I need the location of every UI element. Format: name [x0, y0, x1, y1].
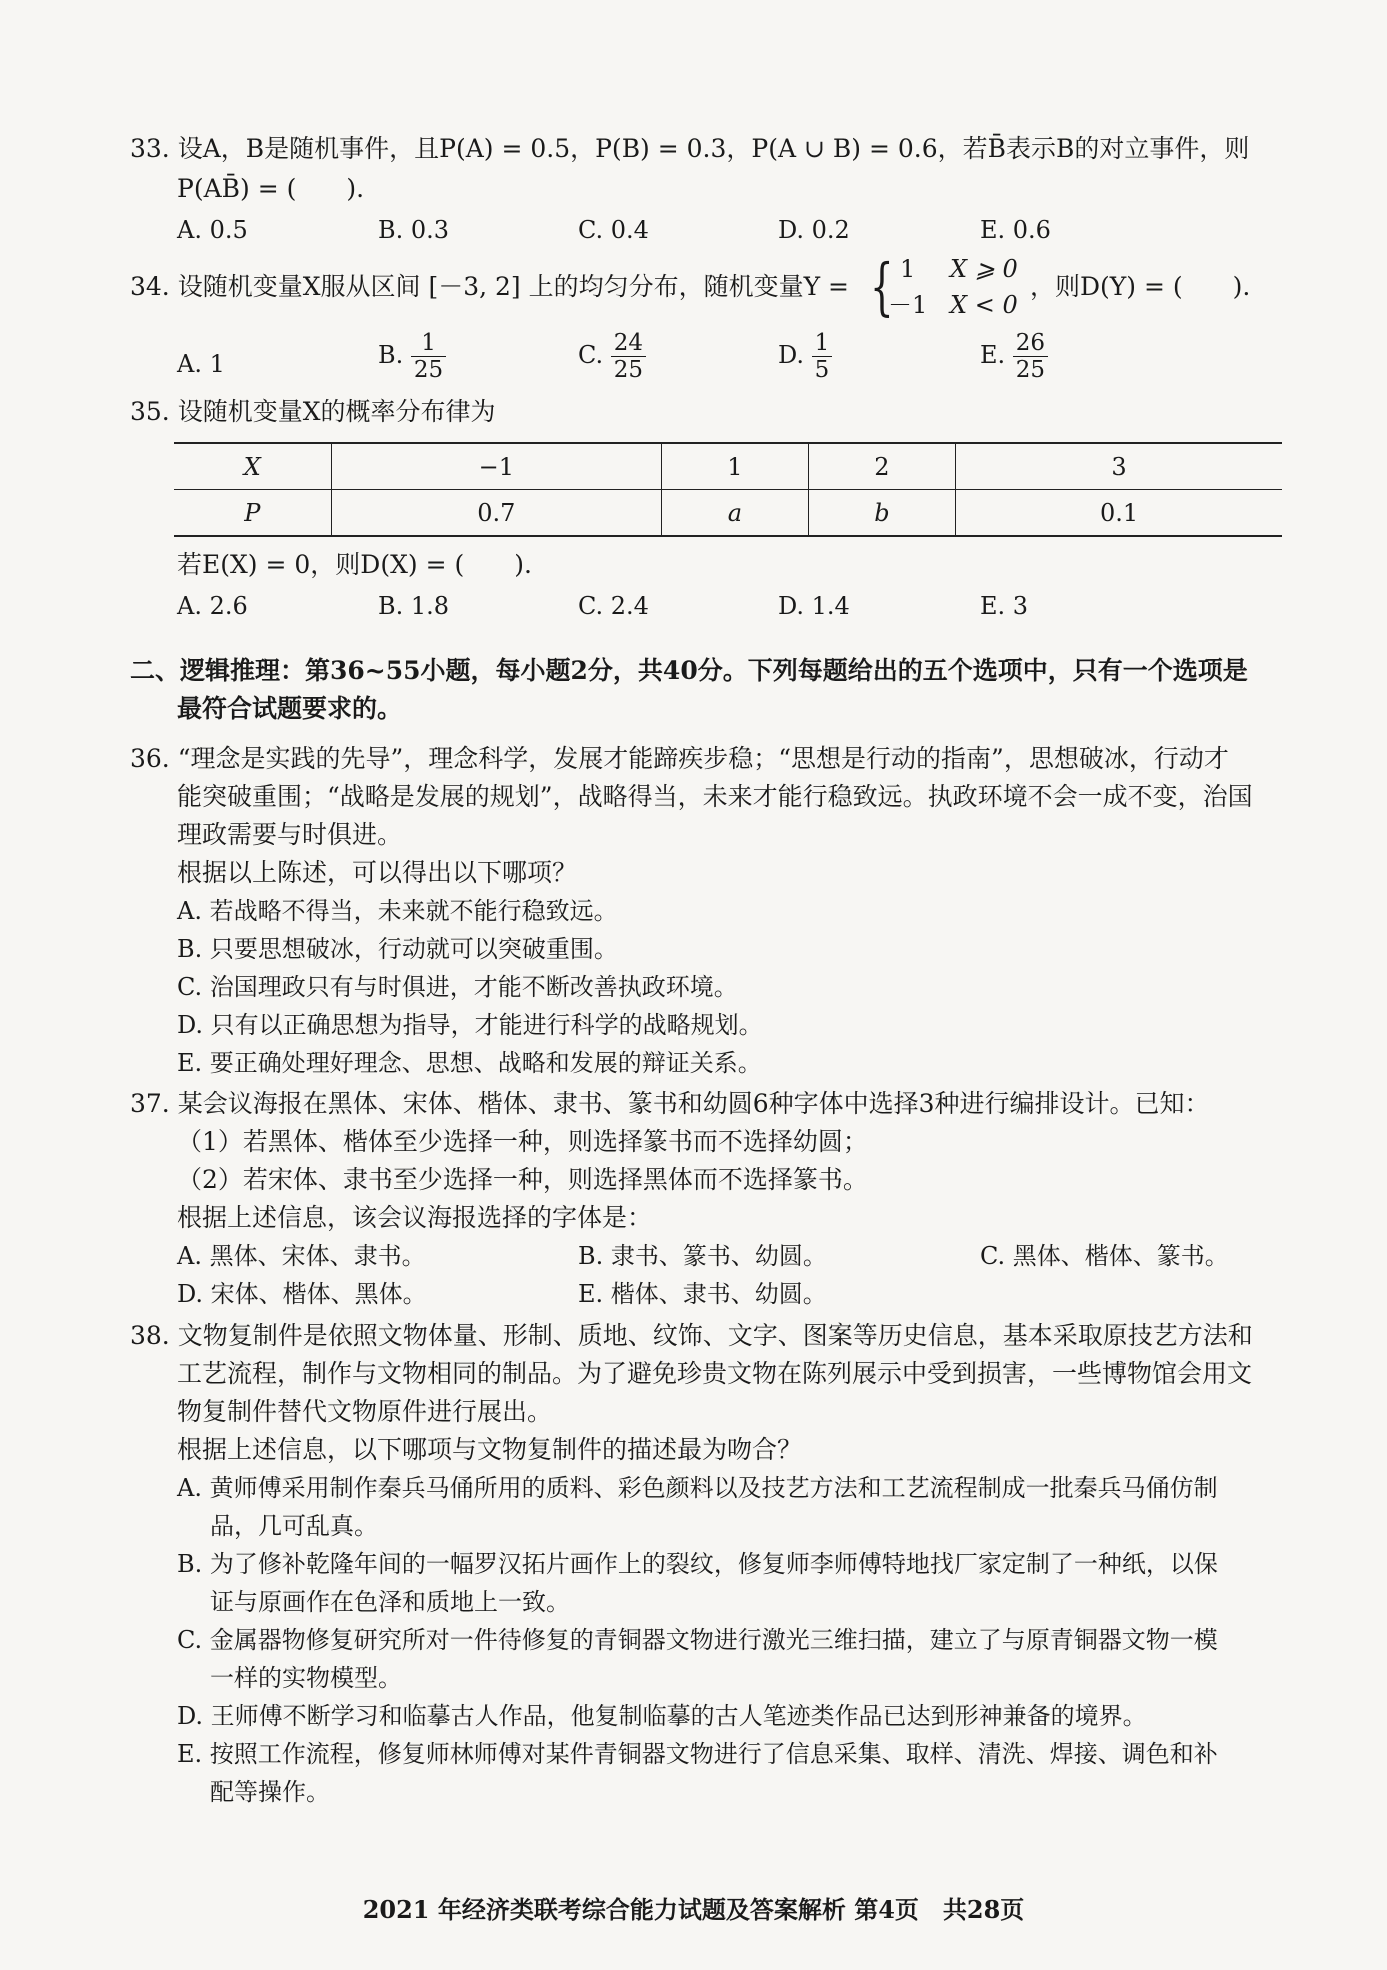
- page-footer: 2021 年经济类联考综合能力试题及答案解析 第4页 共28页: [362, 1895, 1025, 1924]
- table-cell: X: [174, 443, 331, 490]
- table-cell: 3: [956, 443, 1282, 490]
- q37-option-b: B. 隶书、篆书、幼圆。: [578, 1242, 827, 1270]
- q36-option-a: A. 若战略不得当，未来就不能行稳致远。: [177, 897, 618, 925]
- q38-option-e-line2: 配等操作。: [210, 1778, 330, 1806]
- q35-option-b: B. 1.8: [378, 592, 450, 620]
- q36-option-d: D. 只有以正确思想为指导，才能进行科学的战略规划。: [177, 1011, 763, 1039]
- q38-option-c-line2: 一样的实物模型。: [210, 1664, 402, 1692]
- q33-line2: P(AB̄) = ( ).: [177, 174, 365, 203]
- q38-option-e-line1: E. 按照工作流程，修复师林师傅对某件青铜器文物进行了信息采集、取样、清洗、焊接、调色和补: [177, 1740, 1218, 1768]
- q34-option-e: [980, 330, 1048, 383]
- q34-stem: 34. 设随机变量X服从区间 [－3, 2] 上的均匀分布，随机变量Y =: [130, 272, 850, 301]
- q34-option-b: [378, 330, 446, 383]
- q37-option-e: E. 楷体、隶书、幼圆。: [578, 1280, 827, 1308]
- q38-option-a-line1: A. 黄师傅采用制作秦兵马俑所用的质料、彩色颜料以及技艺方法和工艺流程制成一批秦兵马俑仿制: [177, 1474, 1218, 1502]
- table-row: [174, 490, 1282, 537]
- distribution-table: [174, 442, 1282, 537]
- q36-line2: 能突破重围；“战略是发展的规划”，战略得当，未来才能行稳致远。执政环境不会一成不变，治国: [177, 782, 1253, 811]
- section-heading-line2: 最符合试题要求的。: [177, 694, 403, 723]
- q37-condition1: （1）若黑体、楷体至少选择一种，则选择篆书而不选择幼圆；: [177, 1127, 868, 1156]
- q37-option-a: A. 黑体、宋体、隶书。: [177, 1242, 426, 1270]
- q38-line2: 工艺流程，制作与文物相同的制品。为了避免珍贵文物在陈列展示中受到损害，一些博物馆会用文: [177, 1359, 1253, 1388]
- q35-option-e: E. 3: [980, 592, 1029, 620]
- table-row: [174, 443, 1282, 490]
- section-heading-line1: 二、逻辑推理：第36~55小题，每小题2分，共40分。下列每题给出的五个选项中，只有一个选项是: [130, 656, 1248, 685]
- q34-option-e-fraction: $\frac{26}{25}$: [1013, 330, 1048, 383]
- q38-question: 根据上述信息，以下哪项与文物复制件的描述最为吻合？: [177, 1435, 803, 1464]
- q35-stem: 35. 设随机变量X的概率分布律为: [130, 397, 496, 426]
- q33-option-d: D. 0.2: [778, 216, 850, 244]
- q34-case1-condition: X ⩾ 0: [950, 255, 1018, 283]
- q34-tail: ，则D(Y) = ( ).: [1030, 272, 1251, 301]
- q33-option-c: C. 0.4: [578, 216, 649, 244]
- q38-option-d: D. 王师傅不断学习和临摹古人作品，他复制临摹的古人笔迹类作品已达到形神兼备的境界。: [177, 1702, 1147, 1730]
- q34-option-d-fraction: $\frac{1}{5}$: [812, 330, 833, 383]
- q33-option-b: B. 0.3: [378, 216, 450, 244]
- q36-option-c: C. 治国理政只有与时俱进，才能不断改善执政环境。: [177, 973, 738, 1001]
- q34-case2-condition: X < 0: [950, 291, 1018, 319]
- q37-line1: 37. 某会议海报在黑体、宋体、楷体、隶书、篆书和幼圆6种字体中选择3种进行编排设计。已知：: [130, 1089, 1210, 1118]
- q36-line1: 36. “理念是实践的先导”，理念科学，发展才能蹄疾步稳；“思想是行动的指南”，思想破冰，行动才: [130, 744, 1229, 773]
- q37-question: 根据上述信息，该会议海报选择的字体是：: [177, 1203, 653, 1232]
- q36-option-e: E. 要正确处理好理念、思想、战略和发展的辩证关系。: [177, 1049, 762, 1077]
- q38-line1: 38. 文物复制件是依照文物体量、形制、质地、纹饰、文字、图案等历史信息，基本采取原技艺方法和: [130, 1321, 1253, 1350]
- table-cell: P: [174, 490, 331, 537]
- q38-option-b-line1: B. 为了修补乾隆年间的一幅罗汉拓片画作上的裂纹，修复师李师傅特地找厂家定制了一种纸，以保: [177, 1550, 1218, 1578]
- q37-condition2: （2）若宋体、隶书至少选择一种，则选择黑体而不选择篆书。: [177, 1165, 868, 1194]
- q33-option-e: E. 0.6: [980, 216, 1051, 244]
- q34-option-a: A. 1: [177, 350, 225, 378]
- table-cell: −1: [331, 443, 661, 490]
- q38-option-c-line1: C. 金属器物修复研究所对一件待修复的青铜器文物进行激光三维扫描，建立了与原青铜器文物一模: [177, 1626, 1218, 1654]
- q35-option-d: D. 1.4: [778, 592, 850, 620]
- table-cell: 1: [662, 443, 809, 490]
- table-cell: 2: [808, 443, 955, 490]
- q34-option-d-label: D.: [778, 341, 805, 369]
- q34-case1-value: 1: [900, 255, 916, 283]
- q34-option-e-label: E.: [980, 341, 1006, 369]
- q33-option-a: A. 0.5: [177, 216, 248, 244]
- q34-option-c-label: C.: [578, 341, 604, 369]
- q38-option-a-line2: 品，几可乱真。: [210, 1512, 378, 1540]
- q33-line1: 33. 设A，B是随机事件，且P(A) = 0.5，P(B) = 0.3，P(A ∪ B) = 0.6，若B̄表示B的对立事件，则: [130, 134, 1250, 163]
- q36-question: 根据以上陈述，可以得出以下哪项？: [177, 858, 578, 887]
- q38-line3: 物复制件替代文物原件进行展出。: [177, 1397, 553, 1426]
- table-cell: 0.7: [331, 490, 661, 537]
- q34-option-c: [578, 330, 646, 383]
- q35-option-a: A. 2.6: [177, 592, 248, 620]
- table-cell: b: [808, 490, 955, 537]
- q35-option-c: C. 2.4: [578, 592, 649, 620]
- q36-line3: 理政需要与时俱进。: [177, 820, 403, 849]
- q35-condition: 若E(X) = 0，则D(X) = ( ).: [177, 550, 532, 579]
- table-cell: a: [662, 490, 809, 537]
- q37-option-d: D. 宋体、楷体、黑体。: [177, 1280, 427, 1308]
- piecewise-brace: {: [870, 250, 894, 323]
- q34-option-d: [778, 330, 832, 383]
- q36-option-b: B. 只要思想破冰，行动就可以突破重围。: [177, 935, 618, 963]
- q34-case2-value: －1: [888, 291, 928, 319]
- q34-option-b-fraction: $\frac{1}{25}$: [411, 330, 446, 383]
- q34-option-b-label: B.: [378, 341, 404, 369]
- q38-option-b-line2: 证与原画作在色泽和质地上一致。: [210, 1588, 570, 1616]
- q34-option-c-fraction: $\frac{24}{25}$: [611, 330, 646, 383]
- q37-option-c: C. 黑体、楷体、篆书。: [980, 1242, 1229, 1270]
- table-cell: 0.1: [956, 490, 1282, 537]
